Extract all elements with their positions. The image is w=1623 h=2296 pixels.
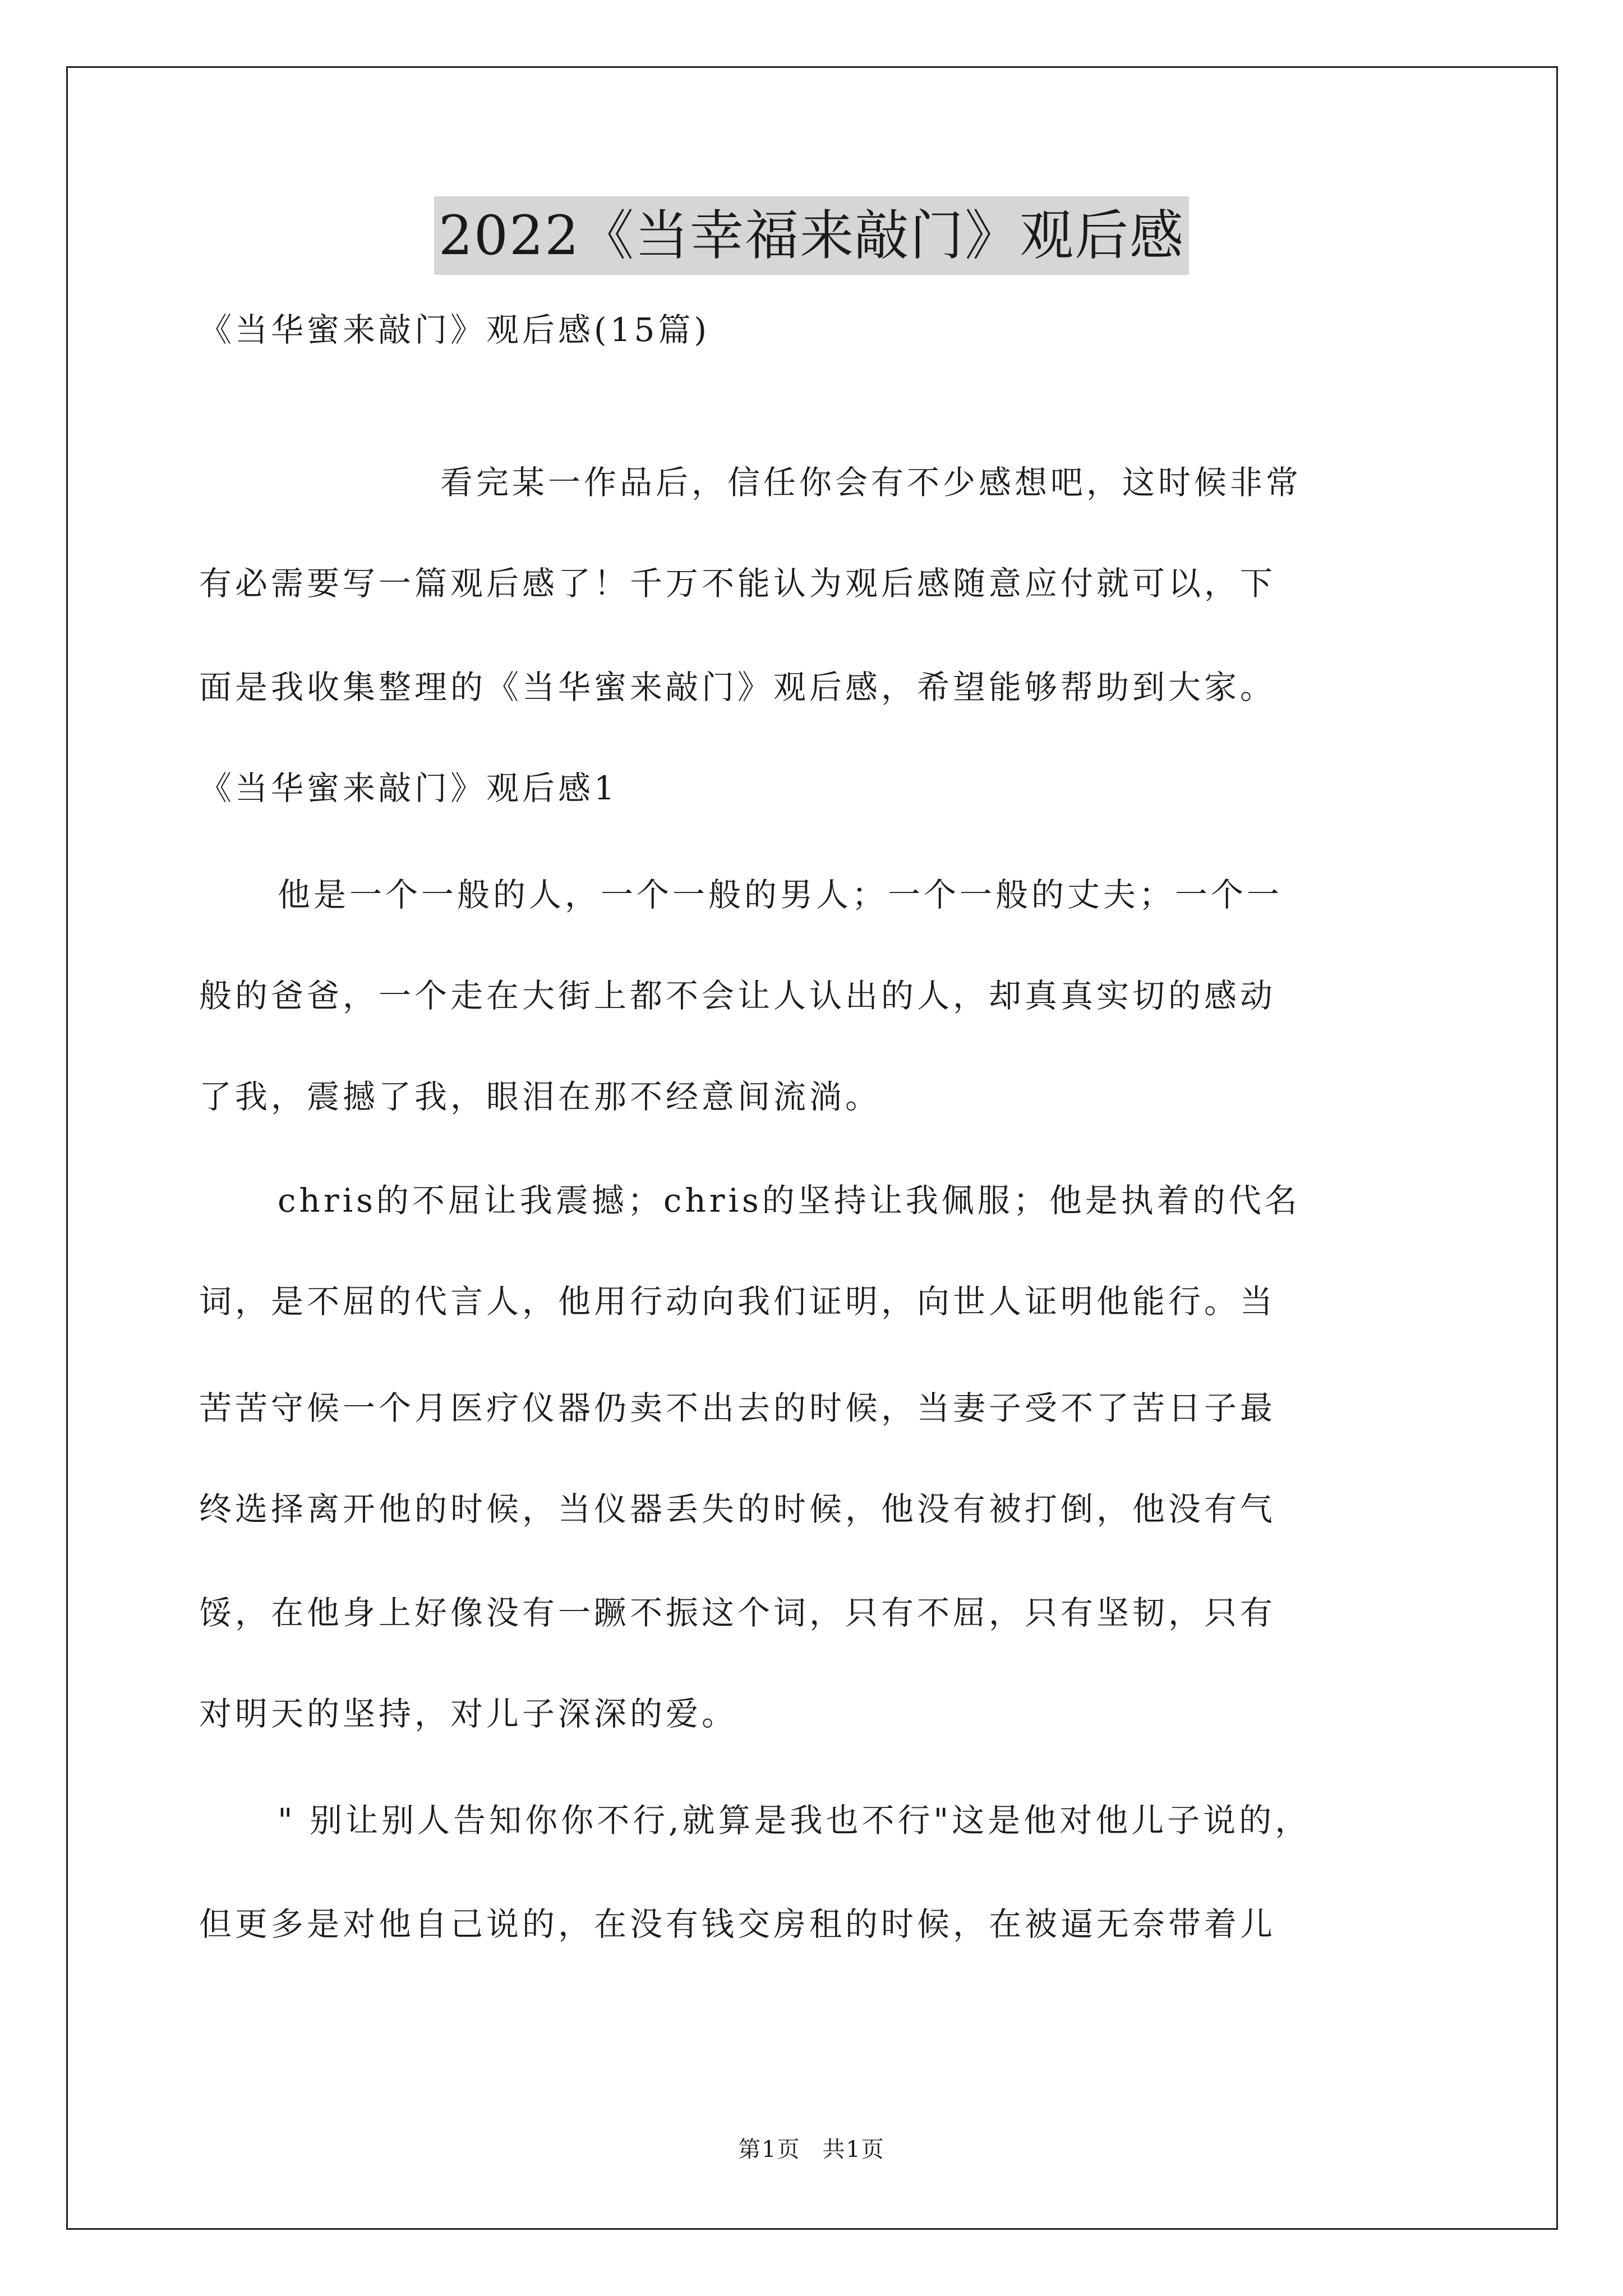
subtitle: 《当华蜜来敲门》观后感(15篇) bbox=[199, 311, 711, 349]
paragraph3-line-1: " 别让别人告知你你不行,就算是我也不行"这是他对他儿子说的， bbox=[278, 1801, 1311, 1839]
intro-line-3: 面是我收集整理的《当华蜜来敲门》观后感，希望能够帮助到大家。 bbox=[199, 668, 1276, 706]
paragraph1-line-2: 般的爸爸，一个走在大街上都不会让人认出的人，却真真实切的感动 bbox=[199, 977, 1276, 1015]
paragraph2-line-5: 馁，在他身上好像没有一蹶不振这个词，只有不屈，只有坚韧，只有 bbox=[199, 1594, 1276, 1632]
page-footer bbox=[0, 2132, 1623, 2164]
intro-line-1: 看完某一作品后，信任你会有不少感想吧，这时候非常 bbox=[440, 463, 1302, 501]
paragraph2-line-1: chris的不屈让我震撼；chris的坚持让我佩服；他是执着的代名 bbox=[278, 1181, 1301, 1220]
page-number-current: 第1页 bbox=[738, 2137, 801, 2162]
intro-line-2: 有必需要写一篇观后感了！千万不能认为观后感随意应付就可以，下 bbox=[199, 564, 1276, 602]
document-title: 2022《当幸福来敲门》观后感 bbox=[434, 196, 1189, 275]
section-heading: 《当华蜜来敲门》观后感1 bbox=[199, 769, 618, 807]
paragraph1-line-3: 了我，震撼了我，眼泪在那不经意间流淌。 bbox=[199, 1078, 882, 1116]
paragraph2-line-2: 词，是不屈的代言人，他用行动向我们证明，向世人证明他能行。当 bbox=[199, 1282, 1276, 1320]
paragraph3-line-2: 但更多是对他自己说的，在没有钱交房租的时候，在被逼无奈带着儿 bbox=[199, 1905, 1276, 1943]
paragraph2-line-3: 苦苦守候一个月医疗仪器仍卖不出去的时候，当妻子受不了苦日子最 bbox=[199, 1389, 1276, 1427]
paragraph1-line-1: 他是一个一般的人，一个一般的男人；一个一般的丈夫；一个一 bbox=[278, 876, 1283, 914]
paragraph2-line-4: 终选择离开他的时候，当仪器丢失的时候，他没有被打倒，他没有气 bbox=[199, 1490, 1276, 1528]
paragraph2-line-6: 对明天的坚持，对儿子深深的爱。 bbox=[199, 1695, 738, 1733]
title-container bbox=[0, 196, 1623, 275]
page-number-total: 共1页 bbox=[822, 2137, 885, 2162]
